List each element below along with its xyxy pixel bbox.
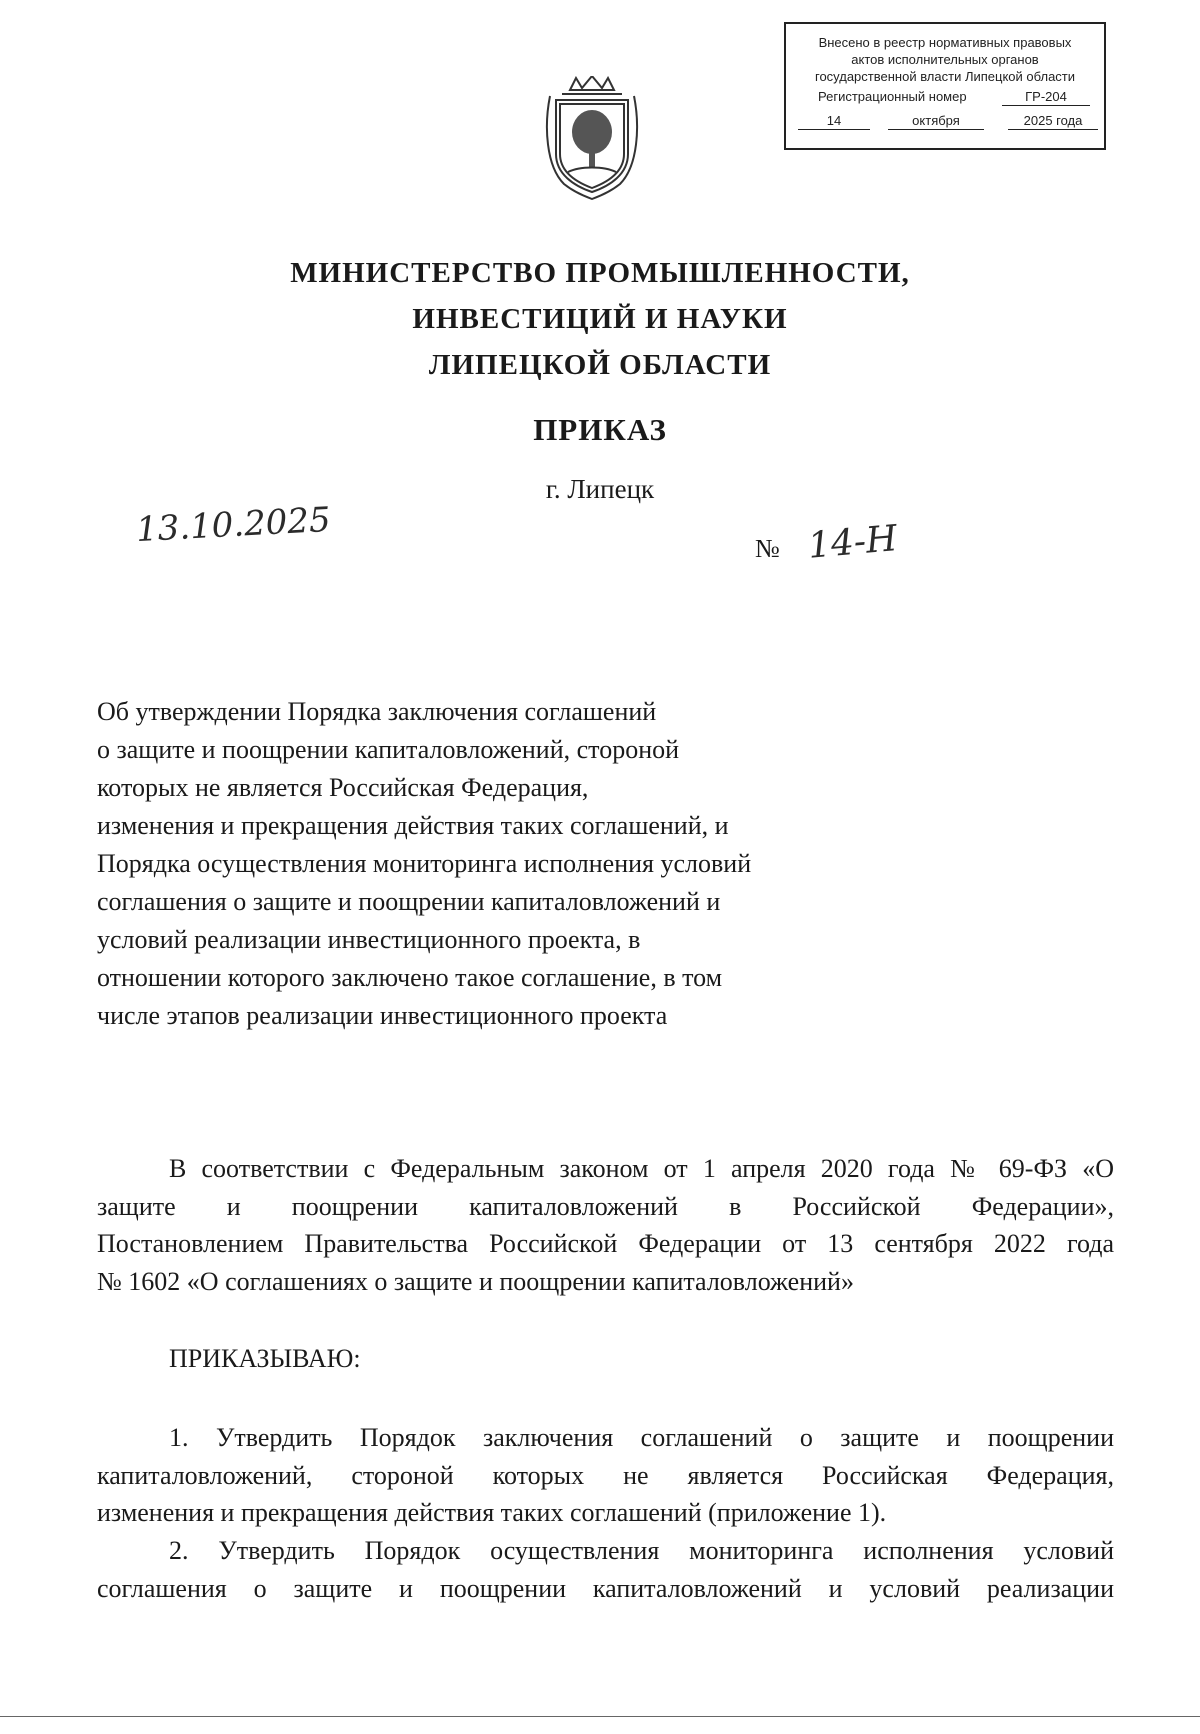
stamp-date-row <box>786 112 1104 130</box>
document-type-title: ПРИКАЗ <box>533 412 667 447</box>
subject-line: числе этапов реализации инвестиционного проекта <box>97 1001 668 1030</box>
order-subject <box>97 693 751 1035</box>
preamble-line: № 1602 «О соглашениях о защите и поощрении капиталовложений» <box>97 1266 854 1296</box>
subject-line: соглашения о защите и поощрении капиталовложений и <box>97 887 721 916</box>
stamp-reg-label: Регистрационный номер <box>818 89 967 104</box>
subject-line: которых не является Российская Федерация, <box>97 773 589 802</box>
subject-line: Порядка осуществления мониторинга исполнения условий <box>97 849 752 878</box>
stamp-reg-row <box>786 88 1104 106</box>
handwritten-date: 13.10.2025 <box>135 499 332 551</box>
registry-stamp <box>784 22 1106 150</box>
stamp-year: 2025 года <box>1008 112 1098 130</box>
order-item-2 <box>97 1532 1114 1607</box>
order-item-1 <box>97 1419 1114 1532</box>
subject-line: изменения и прекращения действия таких соглашений, и <box>97 811 729 840</box>
stamp-line-3: государственной власти Липецкой области <box>814 69 1076 84</box>
preamble-line: защите и поощрении капиталовложений в Российской Федерации», <box>97 1191 1114 1221</box>
number-sign: № <box>755 534 780 563</box>
preamble-line: Постановлением Правительства Российской Федерации от 13 сентября 2022 года <box>97 1229 1114 1258</box>
page-bottom-rule <box>0 1716 1200 1717</box>
subject-line: о защите и поощрении капиталовложений, стороной <box>97 735 680 764</box>
item-1-line: изменения и прекращения действия таких соглашений (приложение 1). <box>97 1498 887 1527</box>
preamble-line: В соответствии с Федеральным законом от 1 апреля 2020 года № 69-ФЗ «О <box>169 1154 1114 1183</box>
stamp-month: октября <box>888 112 984 130</box>
handwritten-order-number: 14-Н <box>806 518 899 567</box>
stamp-day: 14 <box>798 112 870 130</box>
lipetsk-coat-of-arms-icon <box>542 76 642 200</box>
subject-line: Об утверждении Порядка заключения соглашений <box>97 697 657 726</box>
order-word-paragraph <box>97 1340 1114 1378</box>
stamp-line-2: актов исполнительных органов <box>851 52 1039 67</box>
item-1-line: 1. Утвердить Порядок заключения соглашений о защите и поощрении <box>169 1423 1114 1452</box>
ministry-name-line-3: ЛИПЕЦКОЙ ОБЛАСТИ <box>428 349 772 381</box>
ministry-name-line-2: ИНВЕСТИЦИЙ И НАУКИ <box>412 303 788 335</box>
item-2-line: соглашения о защите и поощрении капиталовложений и условий реализации <box>97 1573 1114 1603</box>
city-line: г. Липецк <box>545 474 655 504</box>
item-2-line: 2. Утвердить Порядок осуществления мониторинга исполнения условий <box>169 1536 1114 1565</box>
subject-line: отношении которого заключено такое соглашение, в том <box>97 963 723 992</box>
subject-line: условий реализации инвестиционного проекта, в <box>97 925 641 954</box>
item-1-line: капиталовложений, стороной которых не является Российская Федерация, <box>97 1460 1114 1490</box>
ministry-name-line-1: МИНИСТЕРСТВО ПРОМЫШЛЕННОСТИ, <box>290 257 910 289</box>
order-word: ПРИКАЗЫВАЮ: <box>169 1344 361 1373</box>
stamp-reg-number: ГР-204 <box>1002 88 1090 106</box>
stamp-line-1: Внесено в реестр нормативных правовых <box>818 35 1072 50</box>
preamble-paragraph <box>97 1150 1114 1300</box>
